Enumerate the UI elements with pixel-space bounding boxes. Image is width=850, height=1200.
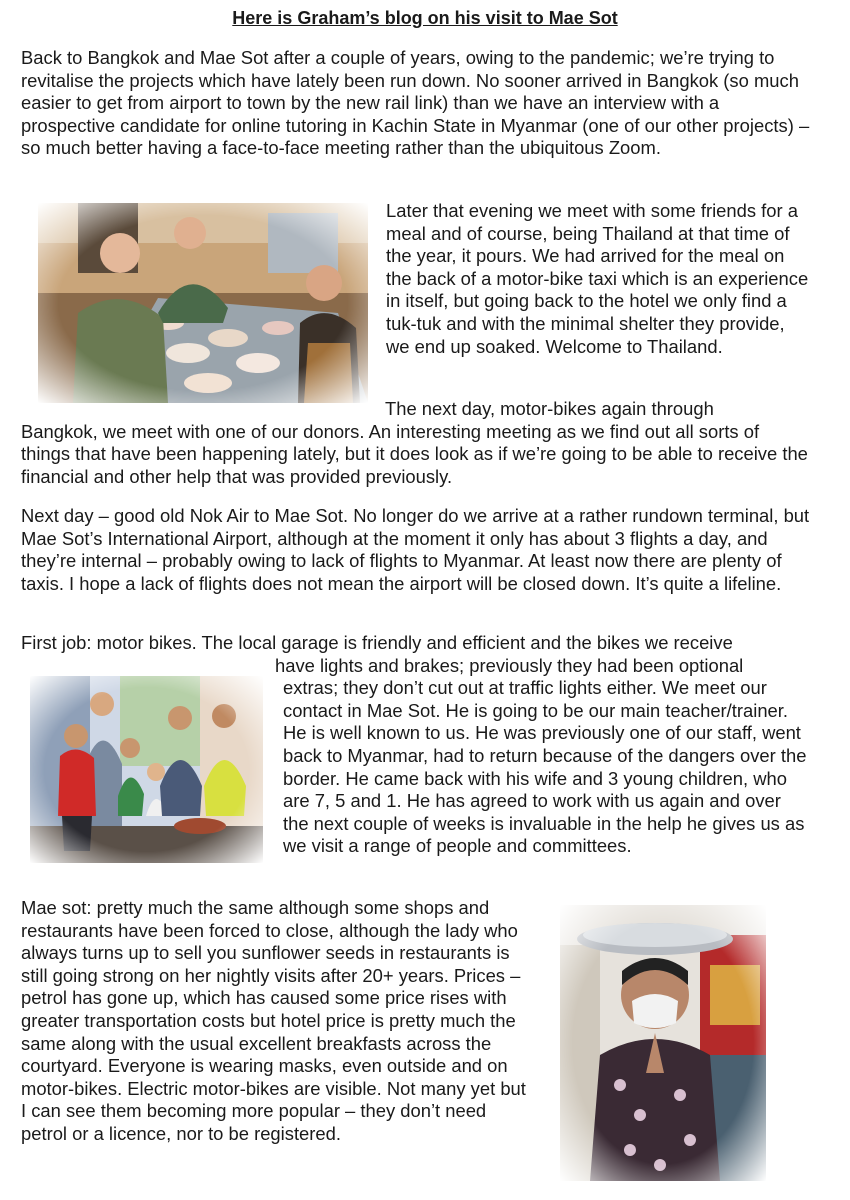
paragraph-evening-meal: Later that evening we meet with some friends for a meal and of course, being Thailand at that time of the year, it pours. We had arrived for the meal on the back of a motor-bike taxi which is an experience in itself, but going back to the hotel we only find a tuk-tuk and with the minimal shelter they provide, we end up soaked. Welcome to Thailand.	[386, 200, 809, 357]
paragraph-contact: extras; they don’t cut out at traffic lights either. We meet our contact in Mae Sot. He is going to be our main teacher/trainer. He is well known to us. He was previously one of our staff, went back to Myanmar, had to return because of the dangers over the border. He came back with his wife and 3 young children, who are 7, 5 and 1. He has agreed to work with us again and over the next couple of weeks is invaluable in the help he gives us as we visit a range of people and committees.	[283, 677, 807, 857]
paragraph-arrival: Back to Bangkok and Mae Sot after a couple of years, owing to the pandemic; we’re trying to revitalise the projects which have lately been run down. No sooner arrived in Bangkok (so much easier to get from airport to town by the new rail link) than we have an interview with a prospective candidate for online tutoring in Kachin State in Myanmar (one of our other projects) – so much better having a face-to-face meeting rather than the ubiquitous Zoom.	[21, 47, 810, 159]
dinner-photo	[38, 203, 368, 403]
page-title: Here is Graham’s blog on his visit to Mae Sot	[232, 8, 618, 28]
paragraph-motor-bikes-first-line: First job: motor bikes. The local garage is friendly and efficient and the bikes we receive	[21, 632, 733, 653]
paragraph-donors: Bangkok, we meet with one of our donors. An interesting meeting as we find out all sorts of things that have been happening lately, but it does look as if we’re going to be able to receive the financial and other help that was provided previously.	[21, 420, 808, 487]
paragraph-motor-bikes-second-line: have lights and brakes; previously they had been optional	[275, 654, 744, 676]
paragraph-donors-first-line: The next day, motor-bikes again through	[385, 398, 714, 419]
seed-seller-photo	[560, 905, 766, 1181]
paragraph-mae-sot: Mae sot: pretty much the same although some shops and restaurants have been forced to close, although the lady who always turns up to sell you sunflower seeds in restaurants is still going strong on her nightly visits after 20+ years. Prices – petrol has gone up, which has caused some price rises with greater transportation costs but hotel price is pretty much the same along with the usual excellent breakfasts across the courtyard. Everyone is wearing masks, even outside and on motor-bikes. Electric motor-bikes are visible. Not many yet but I can see them becoming more popular – they don’t need petrol or a licence, nor to be registered.	[21, 897, 526, 1144]
paragraph-nok-air: Next day – good old Nok Air to Mae Sot. No longer do we arrive at a rather rundown terminal, but Mae Sot’s International Airport, although at the moment it only has about 3 flights a day, and they’re internal – probably owing to lack of flights to Myanmar. At least now there are plenty of taxis. I hope a lack of flights does not mean the airport will be closed down. It’s quite a lifeline.	[21, 505, 810, 594]
family-photo	[30, 676, 263, 863]
